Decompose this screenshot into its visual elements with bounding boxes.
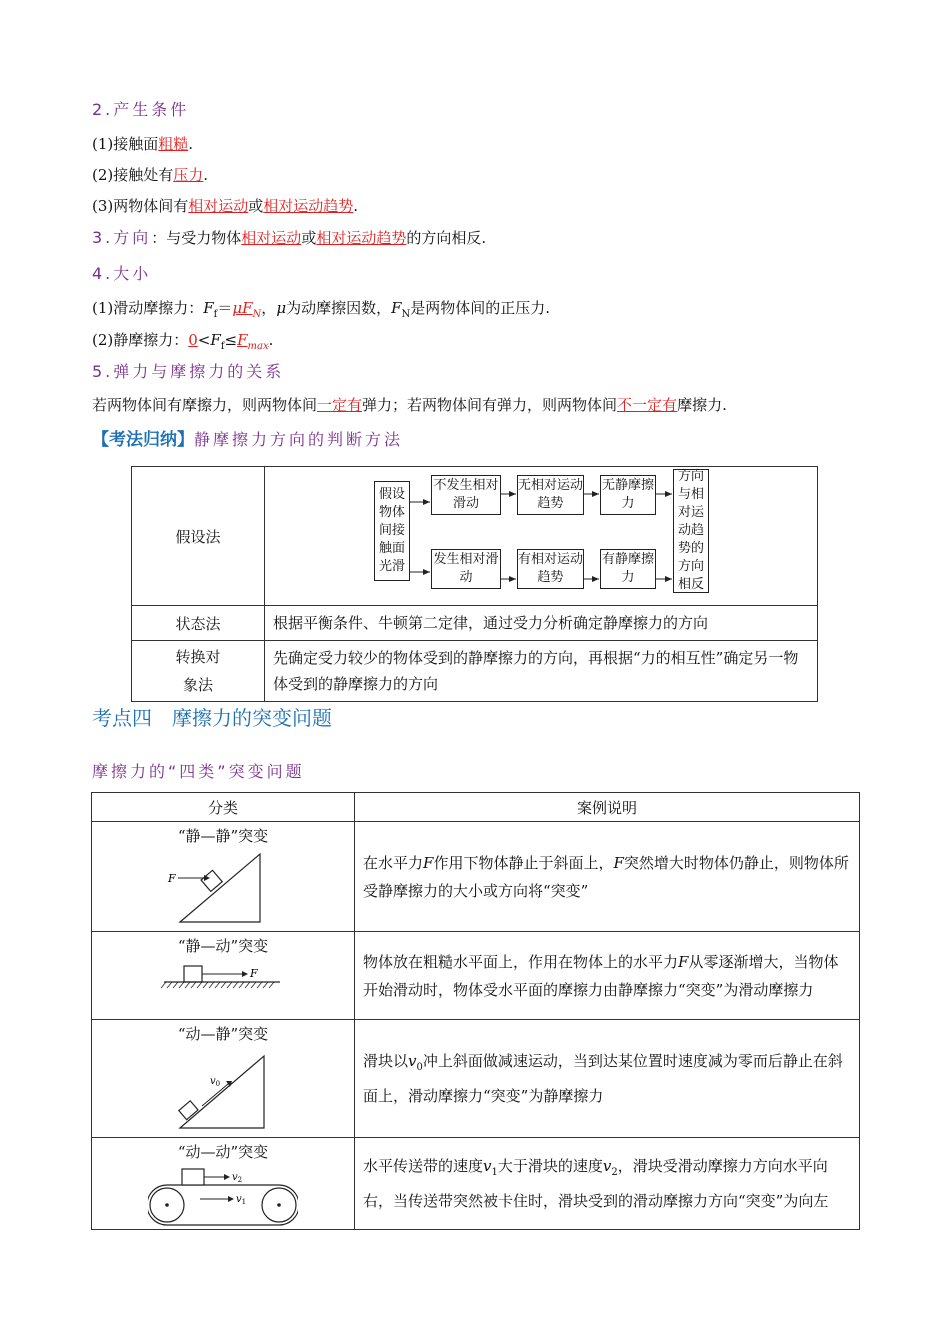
table-row — [92, 932, 860, 1020]
table-row — [132, 467, 818, 606]
ground-hatch — [227, 982, 232, 988]
topic-4-heading — [92, 706, 332, 730]
header-category: 分类 — [92, 793, 355, 822]
sliding-friction-line — [92, 296, 550, 327]
method-summary-heading — [92, 428, 403, 452]
heading-bracket: 【考法归纳】 — [92, 430, 194, 450]
category-cell — [92, 822, 355, 932]
ground-hatch — [215, 982, 220, 988]
ground-hatch — [251, 982, 256, 988]
answer: 相对运动趋势 — [316, 229, 407, 247]
description-cell — [355, 932, 860, 1020]
answer — [232, 299, 262, 320]
symbol: F — [613, 853, 624, 872]
topic-title: 摩擦力的突变问题 — [172, 706, 332, 730]
text: < — [197, 331, 211, 349]
text: (1)接触面 — [92, 135, 159, 153]
text: 水平传送带的速度 — [363, 1157, 484, 1175]
header-description: 案例说明 — [355, 793, 860, 822]
text: ，滑块受滑动摩擦力方向水平向右，当传送带突然被卡住时，滑块受到的滑动摩擦力方向“突变”为向左 — [363, 1157, 829, 1210]
ground-hatch — [203, 982, 208, 988]
text: 大于滑块的速度 — [497, 1157, 603, 1175]
ground-hatch — [245, 982, 250, 988]
text: (2)静摩擦力： — [92, 331, 189, 349]
table-row — [92, 822, 860, 932]
text: 作用下物体静止于斜面上， — [433, 853, 614, 872]
text: 滑块以 — [363, 1052, 409, 1070]
text: (1)滑动摩擦力： — [92, 299, 204, 317]
force-label: F — [168, 872, 176, 885]
text: 摩擦力. — [677, 396, 727, 414]
table-row — [132, 641, 818, 702]
row-label-line: 转换对 — [175, 648, 221, 666]
flow-top-1: 不发生相对滑动 — [431, 475, 501, 515]
ground-hatch — [209, 982, 214, 988]
category-cell — [92, 932, 355, 1020]
table-row — [92, 1020, 860, 1138]
text: 突然增大时物体仍静止，则物体所受静摩擦力的大小或方向将“突变” — [363, 853, 849, 900]
flow-bottom-3: 有静摩擦力 — [600, 549, 656, 589]
row-text: 先确定受力较少的物体受到的静摩擦力的方向，再根据“力的相互性”确定另一物体受到的静摩擦力的方向 — [265, 641, 818, 702]
text: . — [268, 331, 274, 349]
section-3 — [92, 226, 486, 250]
ground-hatch — [185, 982, 190, 988]
symbol-sub: 1 — [491, 1167, 498, 1178]
velocity-label: $v_0$ — [210, 1076, 221, 1088]
symbol: v — [408, 1052, 417, 1070]
answer: 0 — [188, 331, 198, 349]
symbol: F — [203, 299, 214, 317]
symbol-sub: N — [401, 309, 411, 320]
category-cell — [92, 1138, 355, 1230]
symbol: F — [391, 299, 402, 317]
answer: 相对运动趋势 — [263, 197, 354, 215]
text: 物体放在粗糙水平面上，作用在物体上的水平力 — [363, 952, 679, 971]
flowchart — [265, 467, 817, 605]
text: ：与受力物体 — [151, 229, 242, 247]
answer — [237, 331, 269, 352]
section-2-title: 2.产生条件 — [92, 100, 190, 119]
incline-slide-figure — [158, 1048, 288, 1134]
text: 弹力；若两物体间有弹力，则两物体间 — [362, 396, 618, 414]
text: 或 — [301, 229, 317, 247]
section-3-title: 3.方向 — [92, 228, 152, 247]
method-table — [131, 466, 818, 702]
text: (2)接触处有 — [92, 166, 174, 184]
static-friction-line — [92, 328, 273, 359]
text: 为动摩擦因数， — [286, 299, 392, 317]
description-cell — [355, 1138, 860, 1230]
category-cell — [92, 1020, 355, 1138]
text: ＝ — [217, 299, 233, 317]
row-text: 根据平衡条件、牛顿第二定律，通过受力分析确定静摩擦力的方向 — [265, 606, 818, 641]
row-label — [132, 641, 265, 702]
table-header-row — [92, 793, 860, 822]
text: 若两物体间有摩擦力，则两物体间 — [92, 396, 318, 414]
incline-push-figure — [158, 850, 288, 928]
answer: 相对运动 — [241, 229, 302, 247]
condition-3 — [92, 194, 358, 218]
text: . — [203, 166, 209, 184]
sudden-change-table — [91, 792, 860, 1230]
ground-hatch — [173, 982, 178, 988]
condition-1 — [92, 132, 193, 156]
text: . — [188, 135, 194, 153]
case-title: “动—动”突变 — [177, 1143, 269, 1161]
ground-hatch — [239, 982, 244, 988]
section-4-title: 4.大小 — [92, 264, 152, 283]
flow-start-box: 假设物体间接触面光滑 — [374, 481, 410, 581]
description-cell — [355, 1020, 860, 1138]
symbol-sub: 0 — [416, 1062, 423, 1073]
symbol: v — [602, 1157, 612, 1175]
ground-hatch — [191, 982, 196, 988]
section-5-text — [92, 393, 727, 417]
text: (3)两物体间有 — [92, 197, 189, 215]
topic-number: 考点四 — [92, 706, 152, 730]
ground-hatch — [221, 982, 226, 988]
block — [184, 966, 202, 982]
flow-bottom-2: 有相对运动趋势 — [517, 549, 584, 589]
conveyor-figure — [148, 1164, 298, 1226]
heading-title: 静摩擦力方向的判断方法 — [194, 430, 404, 449]
symbol-sub: f — [213, 309, 218, 320]
row-label-line: 象法 — [182, 676, 213, 694]
answer: 相对运动 — [188, 197, 249, 215]
ground-hatch — [197, 982, 202, 988]
row-label: 状态法 — [132, 606, 265, 641]
symbol: μ — [276, 299, 287, 317]
text: 在水平力 — [363, 853, 424, 872]
text: 从零逐渐增大，当物体开始滑动时，物体受水平面的摩擦力由静摩擦力“突变”为滑动摩擦力 — [363, 952, 839, 999]
text: ， — [261, 299, 277, 317]
block — [182, 1169, 204, 1185]
text: ≤ — [224, 331, 238, 349]
ground-hatch — [233, 982, 238, 988]
section-5-title: 5.弹力与摩擦力的关系 — [92, 362, 285, 381]
block — [179, 1101, 198, 1120]
ground-hatch — [161, 982, 166, 988]
table-row — [132, 606, 818, 641]
symbol: F — [210, 331, 221, 349]
symbol-sub: f — [220, 341, 225, 352]
text: 或 — [248, 197, 264, 215]
flow-top-2: 无相对运动趋势 — [517, 475, 584, 515]
flow-bottom-1: 发生相对滑动 — [431, 549, 501, 589]
condition-2 — [92, 163, 208, 187]
answer: 压力 — [173, 166, 204, 184]
flowchart-cell — [265, 467, 818, 606]
text: 的方向相反. — [406, 229, 487, 247]
velocity-label: $v_1$ — [236, 1194, 247, 1206]
description-cell — [355, 822, 860, 932]
text: 冲上斜面做减速运动，当到达某位置时速度减为零而后静止在斜面上，滑动摩擦力“突变”为静摩擦力 — [363, 1052, 843, 1105]
horizontal-push-figure — [158, 960, 288, 1000]
case-title: “动—静”突变 — [177, 1025, 269, 1043]
case-title: “静—静”突变 — [177, 827, 269, 845]
ground-hatch — [167, 982, 172, 988]
ground-hatch — [179, 982, 184, 988]
answer-text: μF — [232, 299, 253, 317]
text: 是两物体间的正压力. — [410, 299, 551, 317]
symbol: F — [423, 853, 434, 872]
answer: 一定有 — [317, 396, 363, 414]
answer: 不一定有 — [617, 396, 678, 414]
symbol-sub: 2 — [611, 1167, 618, 1178]
flow-end-box: 方向与相对运动趋势的方向相反 — [673, 469, 709, 593]
ground-hatch — [269, 982, 274, 988]
symbol: F — [678, 952, 689, 971]
ground-hatch — [263, 982, 268, 988]
table-row — [92, 1138, 860, 1230]
ground-hatch — [257, 982, 262, 988]
velocity-label: $v_2$ — [232, 1172, 243, 1184]
table-2-title: 摩擦力的“四类”突变问题 — [92, 762, 305, 781]
symbol: v — [483, 1157, 492, 1175]
force-label: F — [250, 967, 258, 980]
answer-sub: N — [252, 309, 262, 320]
answer-sub: max — [247, 341, 269, 352]
answer-text: F — [237, 331, 248, 349]
text: . — [353, 197, 359, 215]
row-label: 假设法 — [132, 467, 265, 606]
case-title: “静—动”突变 — [177, 937, 269, 955]
answer: 粗糙 — [158, 135, 189, 153]
flow-top-3: 无静摩擦力 — [600, 475, 656, 515]
